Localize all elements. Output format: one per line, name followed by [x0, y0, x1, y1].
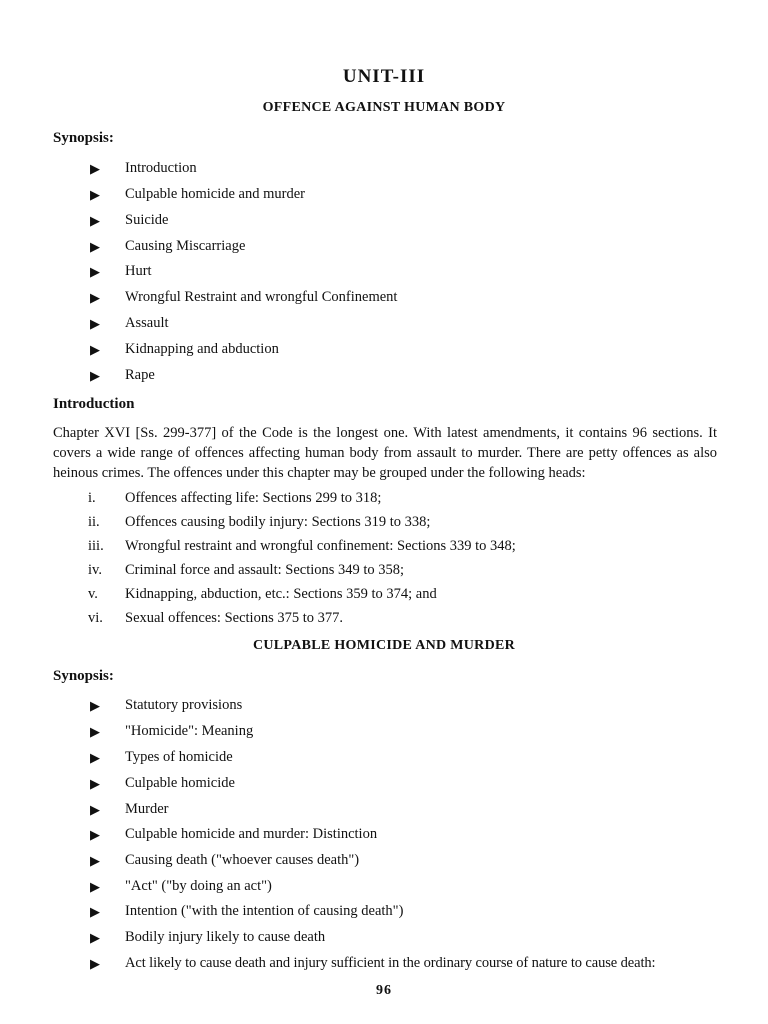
list-item: ▶ Intention ("with the intention of causing death") [90, 903, 404, 919]
list-item: ▶ Kidnapping and abduction [90, 341, 279, 357]
list-item: ▶ Culpable homicide and murder: Distinction [90, 826, 378, 842]
introduction-heading: Introduction [53, 396, 135, 412]
bullet-icon: ▶ [90, 187, 100, 202]
bullet-icon: ▶ [90, 776, 100, 791]
list-item: ▶ Culpable homicide and murder [90, 186, 305, 202]
bullet-icon: ▶ [90, 827, 100, 842]
bullet-icon: ▶ [90, 904, 100, 919]
list-item: ii. Offences causing bodily injury: Sections 319 to 338; [88, 514, 431, 530]
list-item: ▶ Causing Miscarriage [90, 238, 246, 254]
bullet-icon: ▶ [90, 879, 100, 894]
list-item: ▶ Causing death ("whoever causes death") [90, 852, 360, 868]
list-item: ▶ Types of homicide [90, 749, 233, 765]
bullet-icon: ▶ [90, 264, 100, 279]
list-item: ▶ "Homicide": Meaning [90, 723, 254, 739]
bullet-icon: ▶ [90, 750, 100, 765]
list-item: ▶ Suicide [90, 212, 169, 228]
page-number: 96 [376, 983, 392, 998]
list-item: ▶ Act likely to cause death and injury sufficient in the ordinary course of nature to cause death: [90, 955, 656, 971]
list-item: ▶ Murder [90, 801, 169, 817]
list-item: iii. Wrongful restraint and wrongful confinement: Sections 339 to 348; [88, 538, 516, 554]
list-item: v. Kidnapping, abduction, etc.: Sections 359 to 374; and [88, 586, 437, 602]
list-item: ▶ "Act" ("by doing an act") [90, 878, 272, 894]
list-item: vi. Sexual offences: Sections 375 to 377. [88, 610, 344, 626]
bullet-icon: ▶ [90, 290, 100, 305]
bullet-icon: ▶ [90, 161, 100, 176]
bullet-icon: ▶ [90, 316, 100, 331]
list-item: ▶ Statutory provisions [90, 697, 243, 713]
list-item: ▶ Bodily injury likely to cause death [90, 929, 326, 945]
list-item: ▶ Assault [90, 315, 169, 331]
bullet-icon: ▶ [90, 698, 100, 713]
unit-title: UNIT-III [342, 66, 426, 87]
bullet-icon: ▶ [90, 802, 100, 817]
section-title: OFFENCE AGAINST HUMAN BODY [262, 100, 506, 115]
bullet-icon: ▶ [90, 342, 100, 357]
list-item: ▶ Rape [90, 367, 155, 383]
list-item: i. Offences affecting life: Sections 299 to 318; [88, 490, 382, 506]
bullet-icon: ▶ [90, 368, 100, 383]
list-item: ▶ Culpable homicide [90, 775, 235, 791]
synopsis-heading: Synopsis: [53, 668, 114, 684]
introduction-paragraph: Chapter XVI [Ss. 299-377] of the Code is the longest one. With latest amendments, it contains 96 sections. It covers a wide range of offences affecting human body from assault to murder. There are petty offences as also heinous crimes. The offences under this chapter may be grouped under the following heads: [53, 425, 717, 481]
list-item: ▶ Wrongful Restraint and wrongful Confinement [90, 289, 398, 305]
bullet-icon: ▶ [90, 956, 100, 971]
bullet-icon: ▶ [90, 930, 100, 945]
list-item: ▶ Introduction [90, 160, 197, 176]
list-item: ▶ Hurt [90, 263, 152, 279]
bullet-icon: ▶ [90, 213, 100, 228]
section-title-culpable-homicide: CULPABLE HOMICIDE AND MURDER [252, 638, 516, 653]
list-item: iv. Criminal force and assault: Sections 349 to 358; [88, 562, 405, 578]
bullet-icon: ▶ [90, 853, 100, 868]
bullet-icon: ▶ [90, 239, 100, 254]
synopsis-heading: Synopsis: [53, 130, 114, 146]
bullet-icon: ▶ [90, 724, 100, 739]
